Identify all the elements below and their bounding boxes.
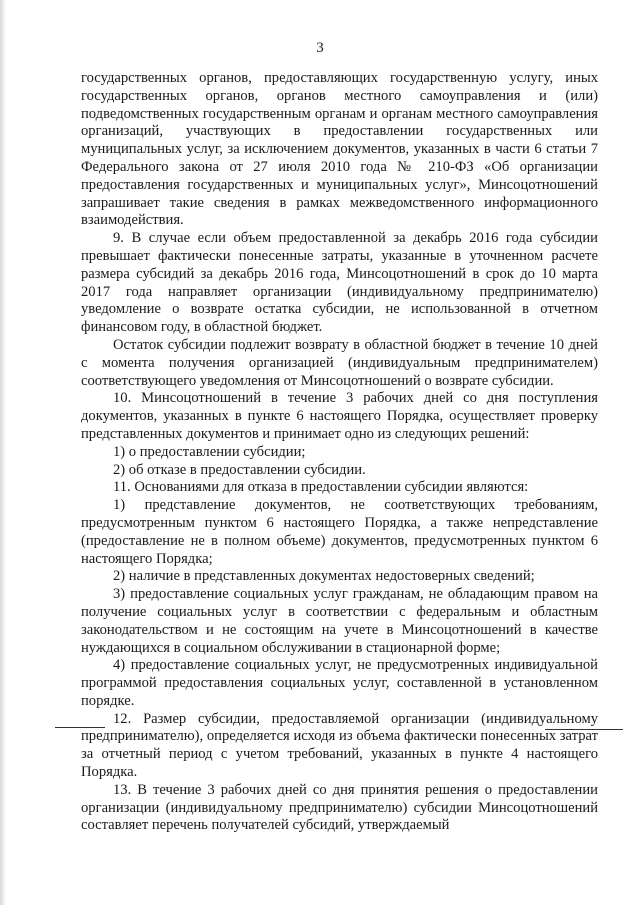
paragraph-continuation: государственных органов, предоставляющих государственную услугу, иных государственных органов, органов местного самоуправления и (или) подведомственных государственным органам и органам местного самоуправления организаций, участвующих в предоставлении государственных или муниципальных услуг, за исключением документов, указанных в части 6 статьи 7 Федерального закона от 27 июля 2010 года № 210-ФЗ «Об организации предоставления государственных и муниципальных услуг», Минсоцотношений запрашивает такие сведения в рамках межведомственного информационного взаимодействия. xyxy=(81,70,598,229)
paragraph-item-10: 10. Минсоцотношений в течение 3 рабочих дней со дня поступления документов, указанных в пункте 6 настоящего Порядка, осуществляет проверку представленных документов и принимает одно из следующих решений: xyxy=(81,390,598,442)
paragraph-item-12: 12. Размер субсидии, предоставляемой организации (индивидуальному предпринимателю), определяется исходя из объема фактически понесенных затрат за отчетный период с учетом требований, указанных в пункте 4 настоящего Порядка. xyxy=(81,710,598,781)
handwritten-strike-right xyxy=(545,729,623,730)
paragraph-refund-term: Остаток субсидии подлежит возврату в областной бюджет в течение 10 дней с момента получения организацией (индивидуальным предпринимателем) соответствующего уведомления от Минсоцотношений о возврате субсидии. xyxy=(81,336,598,389)
list-item-refusal-2: 2) наличие в представленных документах недостоверных сведений; xyxy=(113,568,535,585)
list-item-decision-2: 2) об отказе в предоставлении субсидии. xyxy=(113,461,366,478)
scan-edge-shadow xyxy=(0,0,6,905)
document-body xyxy=(81,70,598,835)
paragraph-item-11: 11. Основаниями для отказа в предоставлении субсидии являются: xyxy=(113,479,529,496)
page-number: 3 xyxy=(316,40,324,56)
list-item-decision-1: 1) о предоставлении субсидии; xyxy=(113,443,306,460)
list-item-refusal-1: 1) представление документов, не соответствующих требованиям, предусмотренным пунктом 6 настоящего Порядка, а также непредставление (предоставление не в полном объеме) документов, предусмотренных пунктом 6 настоящего Порядка; xyxy=(81,497,598,567)
handwritten-strike-left xyxy=(55,727,105,728)
paragraph-item-13: 13. В течение 3 рабочих дней со дня принятия решения о предоставлении организации (индивидуальному предпринимателю) субсидии Минсоцотношений составляет перечень получателей субсидий, утверждаемый xyxy=(81,781,598,834)
list-item-refusal-4: 4) предоставление социальных услуг, не предусмотренных индивидуальной программой предоставления социальных услуг, составленной в установленном порядке. xyxy=(81,657,598,709)
list-item-refusal-3: 3) предоставление социальных услуг гражданам, не обладающим правом на получение социальных услуг в соответствии с федеральным и областным законодательством и не состоящим на учете в Минсоцотношений в качестве нуждающихся в социальном обслуживании в стационарной форме; xyxy=(81,586,598,656)
paragraph-item-9: 9. В случае если объем предоставленной за декабрь 2016 года субсидии превышает фактически понесенные затраты, указанные в уточненном расчете размера субсидий за декабрь 2016 года, Минсоцотношений в срок до 10 марта 2017 года направляет организации (индивидуальному предпринимателю) уведомление о возврате остатка субсидии, не использованной в отчетном финансовом году, в областной бюджет. xyxy=(81,230,598,336)
